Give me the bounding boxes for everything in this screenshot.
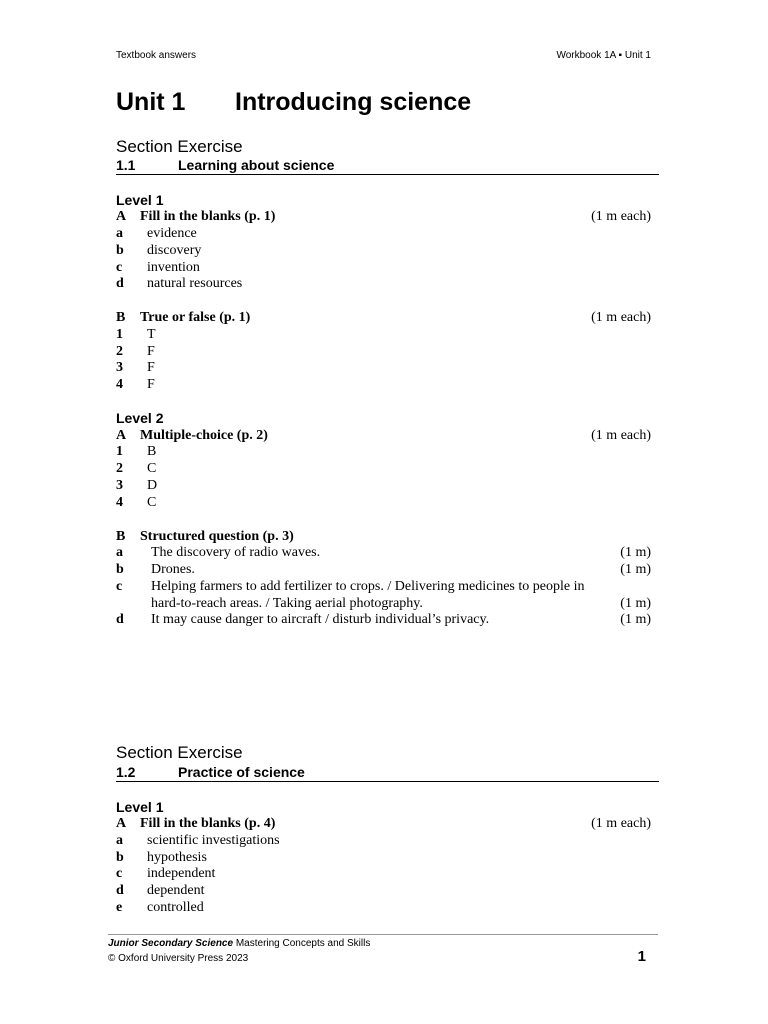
- question-marks: (1 m each): [591, 428, 651, 443]
- answer-label: 1: [116, 327, 123, 342]
- footer-book-line: [108, 938, 370, 949]
- question-marks: (1 m each): [591, 816, 651, 831]
- question-heading: [116, 209, 651, 227]
- page-number: 1: [637, 948, 646, 965]
- section-title: Learning about science: [178, 157, 335, 173]
- answer-text: independent: [147, 866, 216, 881]
- header-right: Workbook 1A ▪ Unit 1: [556, 50, 651, 61]
- answer-label: 2: [116, 344, 123, 359]
- answer-text: Drones.: [151, 562, 195, 577]
- section-title: Practice of science: [178, 764, 305, 780]
- answer-label: d: [116, 612, 124, 627]
- book-subtitle: Mastering Concepts and Skills: [233, 938, 371, 949]
- answer-label: b: [116, 562, 124, 577]
- answer-label: e: [116, 900, 123, 915]
- answer-label: a: [116, 545, 123, 560]
- answer-marks: (1 m): [620, 596, 651, 611]
- question-letter: A: [116, 816, 127, 831]
- answer-label: b: [116, 850, 124, 865]
- answer-text: invention: [147, 260, 200, 275]
- question-heading: [116, 428, 651, 446]
- answer-row: [116, 612, 651, 630]
- copyright: © Oxford University Press 2023: [108, 953, 249, 964]
- answer-label: d: [116, 276, 124, 291]
- answer-label: d: [116, 883, 124, 898]
- unit-title: Introducing science: [235, 88, 472, 116]
- answer-text: dependent: [147, 883, 205, 898]
- question-letter: A: [116, 428, 127, 443]
- answer-text: evidence: [147, 226, 197, 241]
- answer-label: 4: [116, 495, 123, 510]
- answer-label: a: [116, 226, 123, 241]
- answer-text: natural resources: [147, 276, 243, 291]
- answer-text: hypothesis: [147, 850, 207, 865]
- answer-text: F: [147, 344, 155, 359]
- answer-label: 3: [116, 478, 123, 493]
- question-heading: [116, 310, 651, 328]
- answer-label: a: [116, 833, 123, 848]
- answer-text: D: [147, 478, 158, 493]
- answer-text: C: [147, 495, 157, 510]
- answer-text: controlled: [147, 900, 204, 915]
- question-letter: B: [116, 310, 126, 325]
- book-title: Junior Secondary Science: [108, 938, 234, 949]
- answer-label: 4: [116, 377, 123, 392]
- answer-text: The discovery of radio waves.: [151, 545, 321, 560]
- answer-label: 3: [116, 360, 123, 375]
- section-heading: Section Exercise: [116, 137, 243, 156]
- answer-text: F: [147, 360, 155, 375]
- question-title: True or false (p. 1): [140, 310, 251, 325]
- answer-text: discovery: [147, 243, 202, 258]
- question-title: Fill in the blanks (p. 1): [140, 209, 276, 224]
- answer-marks: (1 m): [620, 545, 651, 560]
- answer-label: 2: [116, 461, 123, 476]
- answer-label: b: [116, 243, 124, 258]
- question-letter: B: [116, 529, 126, 544]
- section-divider: [116, 174, 659, 175]
- answer-text-continued: hard-to-reach areas. / Taking aerial photography.: [151, 596, 423, 611]
- answer-marks: (1 m): [620, 612, 651, 627]
- answer-text: It may cause danger to aircraft / disturb individual’s privacy.: [151, 612, 490, 627]
- answer-label: c: [116, 260, 123, 275]
- section-divider: [116, 781, 659, 782]
- answer-marks: (1 m): [620, 562, 651, 577]
- answer-row: [116, 562, 651, 580]
- answer-row: [116, 545, 651, 563]
- question-title: Structured question (p. 3): [140, 529, 294, 544]
- header-left: Textbook answers: [116, 50, 197, 61]
- unit-number: Unit 1: [116, 88, 186, 116]
- section-number: 1.1: [116, 157, 136, 173]
- answer-label: c: [116, 579, 123, 594]
- section-heading: Section Exercise: [116, 743, 243, 762]
- level-heading: Level 1: [116, 192, 164, 208]
- answer-row: [116, 579, 651, 615]
- question-letter: A: [116, 209, 127, 224]
- answer-text: F: [147, 377, 155, 392]
- question-title: Multiple-choice (p. 2): [140, 428, 268, 443]
- answer-text: Helping farmers to add fertilizer to crops. / Delivering medicines to people in: [151, 579, 585, 594]
- answer-text: T: [147, 327, 156, 342]
- answer-label: 1: [116, 444, 123, 459]
- question-heading: [116, 816, 651, 834]
- answer-label: c: [116, 866, 123, 881]
- answer-text: scientific investigations: [147, 833, 280, 848]
- answer-text: B: [147, 444, 157, 459]
- answer-text: C: [147, 461, 157, 476]
- footer-divider: [108, 934, 658, 935]
- level-heading: Level 1: [116, 799, 164, 815]
- question-title: Fill in the blanks (p. 4): [140, 816, 276, 831]
- section-number: 1.2: [116, 764, 136, 780]
- question-marks: (1 m each): [591, 209, 651, 224]
- level-heading: Level 2: [116, 410, 164, 426]
- question-marks: (1 m each): [591, 310, 651, 325]
